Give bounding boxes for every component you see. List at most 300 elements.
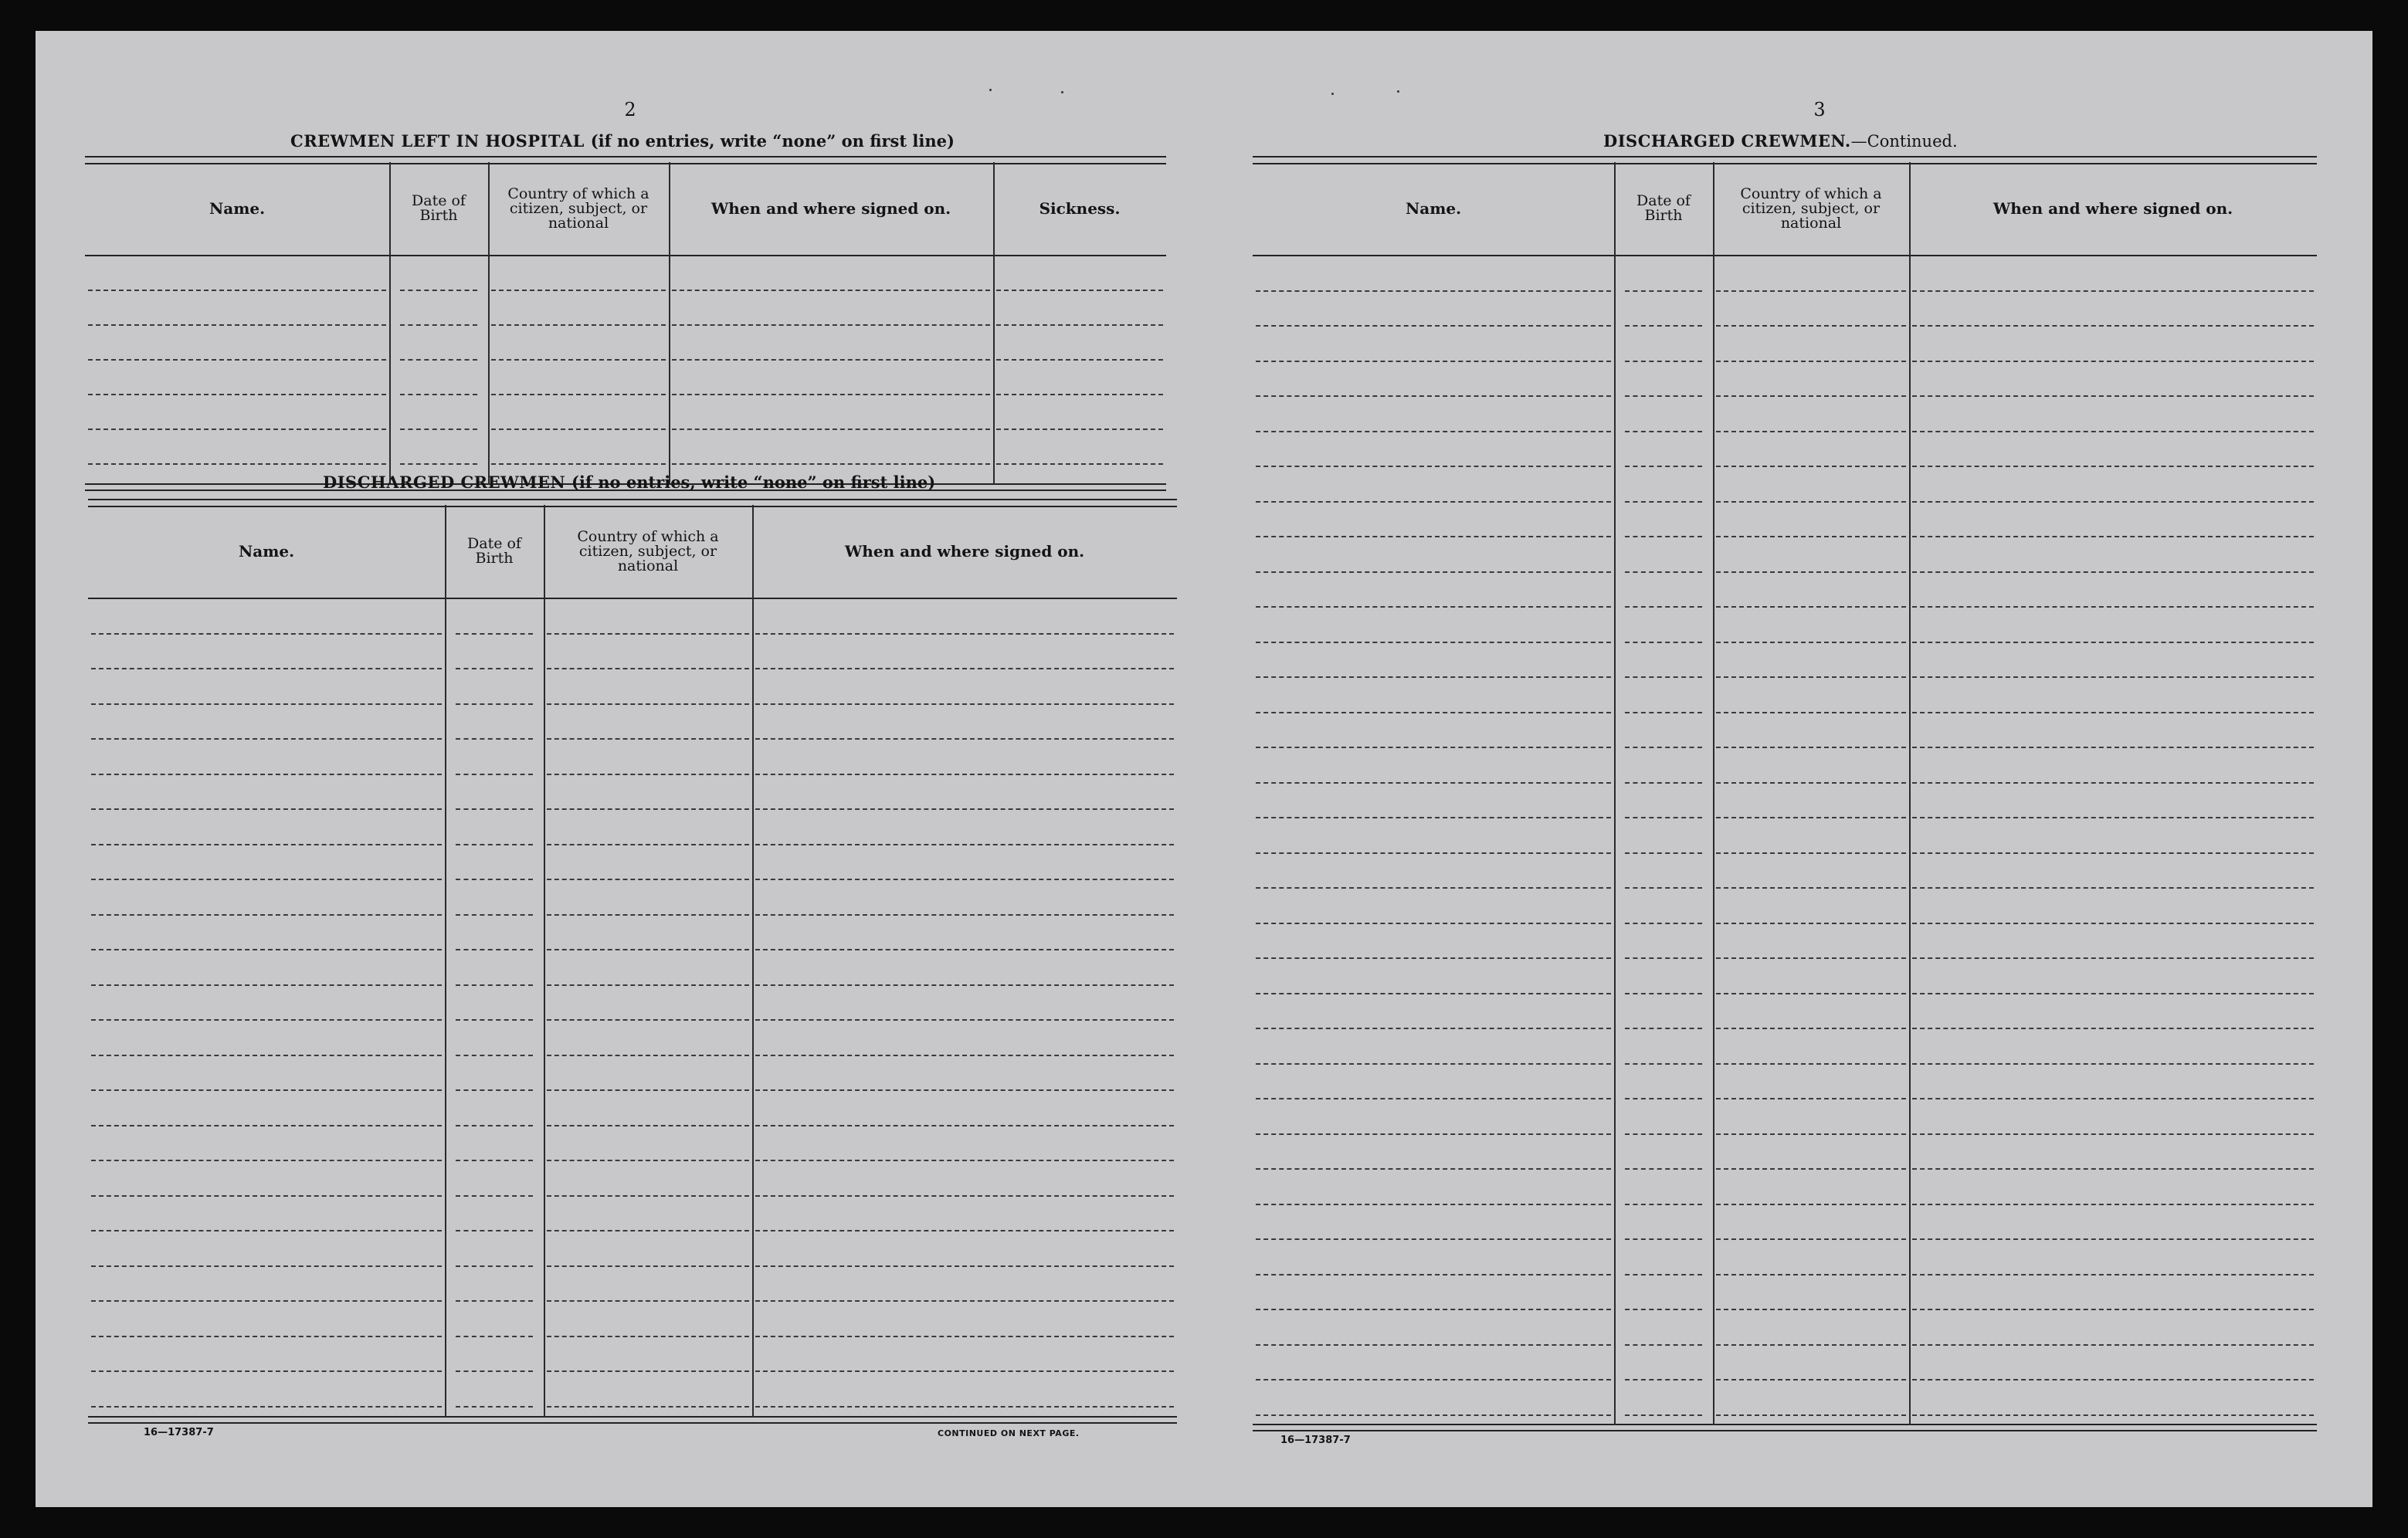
- entry-line[interactable]: [1256, 747, 1611, 748]
- column-header: Name.: [238, 542, 295, 561]
- entry-line[interactable]: [1716, 1204, 1906, 1205]
- entry-line[interactable]: [755, 1195, 1174, 1197]
- entry-line[interactable]: [547, 1336, 749, 1337]
- entry-line[interactable]: [755, 1336, 1174, 1337]
- entry-line[interactable]: [755, 1230, 1174, 1231]
- entry-line[interactable]: [456, 1019, 533, 1021]
- entry-line[interactable]: [1912, 782, 2314, 784]
- entry-line[interactable]: [1716, 1344, 1906, 1346]
- entry-line[interactable]: [1256, 1309, 1611, 1310]
- entry-line[interactable]: [1912, 642, 2314, 643]
- entry-line[interactable]: [456, 808, 533, 810]
- entry-line[interactable]: [1256, 887, 1611, 889]
- column-header: Country of which a citizen, subject, or national: [507, 185, 649, 232]
- form-code: 16—17387-7: [1280, 1435, 1351, 1446]
- entry-line[interactable]: [1912, 993, 2314, 994]
- entry-line[interactable]: [88, 324, 386, 326]
- entry-line[interactable]: [1625, 957, 1702, 959]
- entry-line[interactable]: [1625, 747, 1702, 748]
- scan-speck: [1397, 90, 1399, 93]
- table-bottom-rule: [1253, 1424, 2317, 1431]
- entry-line[interactable]: [1716, 1063, 1906, 1065]
- entry-line[interactable]: [91, 808, 442, 810]
- entry-line[interactable]: [1256, 431, 1611, 432]
- entry-line[interactable]: [491, 394, 666, 395]
- entry-line[interactable]: [672, 463, 990, 465]
- column-header: Sickness.: [1039, 199, 1121, 218]
- entry-line[interactable]: [491, 324, 666, 326]
- entry-line[interactable]: [1912, 361, 2314, 362]
- entry-line[interactable]: [1912, 395, 2314, 397]
- entry-line[interactable]: [91, 1370, 442, 1372]
- entry-line[interactable]: [456, 949, 533, 950]
- entry-line[interactable]: [91, 1230, 442, 1231]
- entry-line[interactable]: [1625, 1168, 1702, 1170]
- entry-line[interactable]: [1256, 1204, 1611, 1205]
- entry-line[interactable]: [1256, 1098, 1611, 1099]
- entry-line[interactable]: [88, 429, 386, 430]
- entry-line[interactable]: [1625, 361, 1702, 362]
- entry-line[interactable]: [1716, 852, 1906, 854]
- entry-line[interactable]: [547, 844, 749, 845]
- entry-line[interactable]: [1912, 1028, 2314, 1029]
- entry-line[interactable]: [1256, 1379, 1611, 1380]
- entry-line[interactable]: [91, 949, 442, 950]
- entry-line[interactable]: [1256, 1133, 1611, 1135]
- entry-line[interactable]: [672, 394, 990, 395]
- entry-line[interactable]: [456, 1300, 533, 1302]
- entry-line[interactable]: [755, 1265, 1174, 1267]
- column-divider: [445, 505, 446, 1418]
- entry-line[interactable]: [1912, 1274, 2314, 1275]
- column-header: When and where signed on.: [844, 542, 1085, 561]
- entry-line[interactable]: [1625, 325, 1702, 327]
- discharged-section-heading: [323, 473, 935, 492]
- entry-line[interactable]: [91, 879, 442, 880]
- column-header: Date of Birth: [1636, 192, 1691, 224]
- entry-line[interactable]: [1912, 747, 2314, 748]
- column-header: Date of Birth: [412, 192, 466, 224]
- entry-line[interactable]: [1716, 571, 1906, 573]
- entry-line[interactable]: [456, 1055, 533, 1056]
- entry-line[interactable]: [1912, 957, 2314, 959]
- discharged-continued-heading: [1603, 131, 1958, 151]
- entry-line[interactable]: [1256, 1414, 1611, 1416]
- entry-line[interactable]: [1912, 536, 2314, 537]
- entry-line[interactable]: [547, 633, 749, 635]
- entry-line[interactable]: [491, 429, 666, 430]
- entry-line[interactable]: [91, 1406, 442, 1408]
- entry-line[interactable]: [1912, 431, 2314, 432]
- entry-line[interactable]: [547, 703, 749, 705]
- entry-line[interactable]: [91, 1265, 442, 1267]
- entry-line[interactable]: [1716, 290, 1906, 292]
- entry-line[interactable]: [1716, 1133, 1906, 1135]
- entry-line[interactable]: [456, 1370, 533, 1372]
- entry-line[interactable]: [1716, 1309, 1906, 1310]
- entry-line[interactable]: [1716, 1028, 1906, 1029]
- entry-line[interactable]: [91, 774, 442, 775]
- entry-line[interactable]: [1625, 1098, 1702, 1099]
- scan-speck: [1331, 93, 1334, 95]
- entry-line[interactable]: [1625, 817, 1702, 818]
- entry-line[interactable]: [1716, 1414, 1906, 1416]
- entry-line[interactable]: [491, 463, 666, 465]
- entry-line[interactable]: [91, 1336, 442, 1337]
- entry-line[interactable]: [1912, 1063, 2314, 1065]
- entry-line[interactable]: [1625, 395, 1702, 397]
- entry-line[interactable]: [456, 914, 533, 916]
- entry-line[interactable]: [1716, 1274, 1906, 1275]
- entry-line[interactable]: [547, 1406, 749, 1408]
- entry-line[interactable]: [91, 1055, 442, 1056]
- entry-line[interactable]: [456, 1160, 533, 1161]
- entry-line[interactable]: [1716, 957, 1906, 959]
- entry-line[interactable]: [1625, 887, 1702, 889]
- entry-line[interactable]: [755, 1055, 1174, 1056]
- entry-line[interactable]: [1912, 887, 2314, 889]
- entry-line[interactable]: [1716, 536, 1906, 537]
- entry-line[interactable]: [400, 290, 477, 291]
- entry-line[interactable]: [1256, 712, 1611, 713]
- entry-line[interactable]: [91, 738, 442, 740]
- continued-note: CONTINUED ON NEXT PAGE.: [938, 1428, 1080, 1438]
- page-number: 2: [624, 99, 636, 120]
- entry-line[interactable]: [1716, 1238, 1906, 1240]
- entry-line[interactable]: [1912, 466, 2314, 467]
- entry-line[interactable]: [1912, 852, 2314, 854]
- column-divider: [993, 162, 995, 485]
- column-header: Name.: [1405, 199, 1462, 218]
- hospital-section-instruction: (if no entries, write “none” on first line): [590, 131, 955, 151]
- entry-line[interactable]: [1625, 501, 1702, 503]
- entry-line[interactable]: [1716, 817, 1906, 818]
- entry-line[interactable]: [88, 290, 386, 291]
- discharged-continued-suffix: —Continued.: [1850, 132, 1958, 151]
- entry-line[interactable]: [1716, 501, 1906, 503]
- entry-line[interactable]: [547, 1300, 749, 1302]
- entry-line[interactable]: [547, 808, 749, 810]
- entry-line[interactable]: [1912, 501, 2314, 503]
- entry-line[interactable]: [91, 984, 442, 986]
- entry-line[interactable]: [1256, 852, 1611, 854]
- entry-line[interactable]: [456, 1265, 533, 1267]
- entry-line[interactable]: [1912, 1414, 2314, 1416]
- entry-line[interactable]: [1625, 1414, 1702, 1416]
- entry-line[interactable]: [1256, 923, 1611, 924]
- column-divider: [488, 162, 490, 485]
- entry-line[interactable]: [547, 1230, 749, 1231]
- entry-line[interactable]: [456, 879, 533, 880]
- entry-line[interactable]: [456, 1406, 533, 1408]
- entry-line[interactable]: [400, 394, 477, 395]
- entry-line[interactable]: [1912, 606, 2314, 608]
- column-divider: [1713, 162, 1714, 1425]
- entry-line[interactable]: [547, 1160, 749, 1161]
- entry-line[interactable]: [547, 1089, 749, 1091]
- entry-line[interactable]: [672, 324, 990, 326]
- entry-line[interactable]: [91, 1089, 442, 1091]
- discharged-continued-table: [1253, 156, 2317, 1428]
- column-header: Country of which a citizen, subject, or national: [577, 527, 719, 574]
- entry-line[interactable]: [1912, 290, 2314, 292]
- entry-line[interactable]: [91, 668, 442, 669]
- entry-line[interactable]: [456, 844, 533, 845]
- entry-line[interactable]: [755, 774, 1174, 775]
- entry-line[interactable]: [547, 879, 749, 880]
- column-divider: [1614, 162, 1616, 1425]
- entry-line[interactable]: [91, 1195, 442, 1197]
- entry-line[interactable]: [672, 290, 990, 291]
- entry-line[interactable]: [1912, 1238, 2314, 1240]
- entry-line[interactable]: [1625, 290, 1702, 292]
- entry-line[interactable]: [1716, 431, 1906, 432]
- entry-line[interactable]: [88, 463, 386, 465]
- entry-line[interactable]: [1912, 1098, 2314, 1099]
- entry-line[interactable]: [1256, 642, 1611, 643]
- table-bottom-rule: [88, 1416, 1177, 1424]
- entry-line[interactable]: [91, 1125, 442, 1126]
- entry-line[interactable]: [547, 774, 749, 775]
- hospital-section-heading: [290, 131, 955, 151]
- entry-line[interactable]: [1625, 1028, 1702, 1029]
- entry-line[interactable]: [547, 1055, 749, 1056]
- entry-line[interactable]: [996, 429, 1163, 430]
- entry-line[interactable]: [1256, 782, 1611, 784]
- entry-line[interactable]: [547, 984, 749, 986]
- entry-line[interactable]: [547, 914, 749, 916]
- scanned-form-spread: [36, 31, 2372, 1507]
- entry-line[interactable]: [1625, 852, 1702, 854]
- entry-line[interactable]: [1256, 1168, 1611, 1170]
- discharged-continued-title: DISCHARGED CREWMEN.: [1603, 131, 1851, 151]
- entry-line[interactable]: [1716, 642, 1906, 643]
- entry-line[interactable]: [547, 738, 749, 740]
- entry-line[interactable]: [1256, 395, 1611, 397]
- entry-line[interactable]: [996, 359, 1163, 361]
- entry-line[interactable]: [1912, 571, 2314, 573]
- entry-line[interactable]: [1256, 1274, 1611, 1275]
- entry-line[interactable]: [1625, 1238, 1702, 1240]
- entry-line[interactable]: [1256, 676, 1611, 678]
- entry-line[interactable]: [755, 1125, 1174, 1126]
- entry-line[interactable]: [1716, 712, 1906, 713]
- entry-line[interactable]: [755, 703, 1174, 705]
- entry-line[interactable]: [1256, 957, 1611, 959]
- entry-line[interactable]: [755, 984, 1174, 986]
- column-divider: [389, 162, 391, 485]
- entry-line[interactable]: [755, 1406, 1174, 1408]
- entry-line[interactable]: [400, 429, 477, 430]
- column-divider: [544, 505, 545, 1418]
- entry-line[interactable]: [1716, 993, 1906, 994]
- entry-line[interactable]: [1625, 1063, 1702, 1065]
- entry-line[interactable]: [91, 1300, 442, 1302]
- entry-line[interactable]: [755, 914, 1174, 916]
- entry-line[interactable]: [1256, 361, 1611, 362]
- entry-line[interactable]: [400, 463, 477, 465]
- entry-line[interactable]: [996, 463, 1163, 465]
- entry-line[interactable]: [456, 1089, 533, 1091]
- entry-line[interactable]: [1716, 325, 1906, 327]
- entry-line[interactable]: [1256, 1063, 1611, 1065]
- entry-line[interactable]: [755, 1370, 1174, 1372]
- entry-line[interactable]: [1256, 606, 1611, 608]
- entry-line[interactable]: [1625, 536, 1702, 537]
- entry-line[interactable]: [1716, 1098, 1906, 1099]
- entry-line[interactable]: [755, 1160, 1174, 1161]
- entry-line[interactable]: [755, 738, 1174, 740]
- entry-line[interactable]: [91, 703, 442, 705]
- discharged-section-instruction: (if no entries, write “none” on first line): [571, 473, 936, 492]
- entry-line[interactable]: [1912, 1168, 2314, 1170]
- header-bottom-rule: [88, 598, 1177, 599]
- entry-line[interactable]: [755, 633, 1174, 635]
- entry-line[interactable]: [547, 668, 749, 669]
- entry-line[interactable]: [547, 1195, 749, 1197]
- entry-line[interactable]: [91, 1160, 442, 1161]
- header-bottom-rule: [1253, 255, 2317, 256]
- entry-line[interactable]: [996, 324, 1163, 326]
- entry-line[interactable]: [1716, 887, 1906, 889]
- entry-line[interactable]: [1256, 290, 1611, 292]
- header-bottom-rule: [85, 255, 1166, 256]
- entry-line[interactable]: [755, 1300, 1174, 1302]
- entry-line[interactable]: [456, 703, 533, 705]
- entry-line[interactable]: [1716, 606, 1906, 608]
- entry-line[interactable]: [672, 429, 990, 430]
- entry-line[interactable]: [491, 290, 666, 291]
- entry-line[interactable]: [1625, 606, 1702, 608]
- discharged-table: [88, 499, 1177, 1421]
- entry-line[interactable]: [1625, 1309, 1702, 1310]
- entry-line[interactable]: [1912, 1204, 2314, 1205]
- entry-line[interactable]: [1256, 1344, 1611, 1346]
- entry-line[interactable]: [547, 949, 749, 950]
- entry-line[interactable]: [1912, 712, 2314, 713]
- entry-line[interactable]: [547, 1019, 749, 1021]
- entry-line[interactable]: [1716, 923, 1906, 924]
- entry-line[interactable]: [1256, 993, 1611, 994]
- column-divider: [669, 162, 670, 485]
- entry-line[interactable]: [1625, 1274, 1702, 1275]
- entry-line[interactable]: [1716, 782, 1906, 784]
- entry-line[interactable]: [456, 774, 533, 775]
- column-header: Country of which a citizen, subject, or national: [1740, 185, 1882, 232]
- entry-line[interactable]: [1625, 712, 1702, 713]
- entry-line[interactable]: [547, 1370, 749, 1372]
- entry-line[interactable]: [755, 1019, 1174, 1021]
- entry-line[interactable]: [456, 1195, 533, 1197]
- left-page: [36, 31, 1194, 1507]
- entry-line[interactable]: [1256, 1238, 1611, 1240]
- entry-line[interactable]: [1256, 536, 1611, 537]
- entry-line[interactable]: [1716, 1168, 1906, 1170]
- entry-line[interactable]: [1912, 1344, 2314, 1346]
- entry-line[interactable]: [1716, 1379, 1906, 1380]
- entry-line[interactable]: [755, 844, 1174, 845]
- entry-line[interactable]: [400, 359, 477, 361]
- entry-line[interactable]: [456, 668, 533, 669]
- entry-line[interactable]: [456, 633, 533, 635]
- entry-line[interactable]: [996, 290, 1163, 291]
- entry-line[interactable]: [456, 1230, 533, 1231]
- entry-line[interactable]: [456, 1125, 533, 1126]
- entry-line[interactable]: [1625, 676, 1702, 678]
- entry-line[interactable]: [1625, 782, 1702, 784]
- entry-line[interactable]: [547, 1265, 749, 1267]
- entry-line[interactable]: [547, 1125, 749, 1126]
- entry-line[interactable]: [1912, 923, 2314, 924]
- column-divider: [752, 505, 754, 1418]
- entry-line[interactable]: [1716, 747, 1906, 748]
- entry-line[interactable]: [1625, 923, 1702, 924]
- entry-line[interactable]: [1716, 466, 1906, 467]
- entry-line[interactable]: [91, 1019, 442, 1021]
- column-header: Date of Birth: [467, 535, 521, 567]
- entry-line[interactable]: [672, 359, 990, 361]
- entry-line[interactable]: [1625, 1344, 1702, 1346]
- entry-line[interactable]: [456, 1336, 533, 1337]
- entry-line[interactable]: [755, 949, 1174, 950]
- entry-line[interactable]: [1256, 325, 1611, 327]
- entry-line[interactable]: [1625, 1379, 1702, 1380]
- entry-line[interactable]: [91, 633, 442, 635]
- entry-line[interactable]: [91, 844, 442, 845]
- entry-line[interactable]: [1256, 817, 1611, 818]
- entry-line[interactable]: [1625, 571, 1702, 573]
- entry-line[interactable]: [456, 984, 533, 986]
- entry-line[interactable]: [1625, 993, 1702, 994]
- entry-line[interactable]: [1716, 395, 1906, 397]
- entry-line[interactable]: [1912, 1309, 2314, 1310]
- form-code: 16—17387-7: [144, 1427, 214, 1438]
- entry-line[interactable]: [1716, 361, 1906, 362]
- entry-line[interactable]: [1912, 676, 2314, 678]
- entry-line[interactable]: [1625, 431, 1702, 432]
- entry-line[interactable]: [1912, 817, 2314, 818]
- hospital-section-title: CREWMEN LEFT IN HOSPITAL: [290, 131, 585, 151]
- entry-line[interactable]: [1625, 1204, 1702, 1205]
- entry-line[interactable]: [755, 808, 1174, 810]
- entry-line[interactable]: [1912, 1379, 2314, 1380]
- entry-line[interactable]: [400, 324, 477, 326]
- entry-line[interactable]: [88, 359, 386, 361]
- entry-line[interactable]: [1625, 466, 1702, 467]
- entry-line[interactable]: [1256, 1028, 1611, 1029]
- entry-line[interactable]: [755, 1089, 1174, 1091]
- discharged-section-title: DISCHARGED CREWMEN: [323, 473, 566, 492]
- entry-line[interactable]: [1625, 642, 1702, 643]
- column-divider: [1909, 162, 1911, 1425]
- entry-line[interactable]: [1716, 676, 1906, 678]
- entry-line[interactable]: [491, 359, 666, 361]
- entry-line[interactable]: [456, 738, 533, 740]
- entry-line[interactable]: [1256, 466, 1611, 467]
- entry-line[interactable]: [1625, 1133, 1702, 1135]
- scan-speck: [989, 89, 992, 91]
- right-page: [1194, 31, 2372, 1507]
- entry-line[interactable]: [755, 879, 1174, 880]
- entry-line[interactable]: [1912, 325, 2314, 327]
- entry-line[interactable]: [1912, 1133, 2314, 1135]
- entry-line[interactable]: [1256, 501, 1611, 503]
- entry-line[interactable]: [91, 914, 442, 916]
- entry-line[interactable]: [1256, 571, 1611, 573]
- entry-line[interactable]: [755, 668, 1174, 669]
- entry-line[interactable]: [88, 394, 386, 395]
- entry-line[interactable]: [996, 394, 1163, 395]
